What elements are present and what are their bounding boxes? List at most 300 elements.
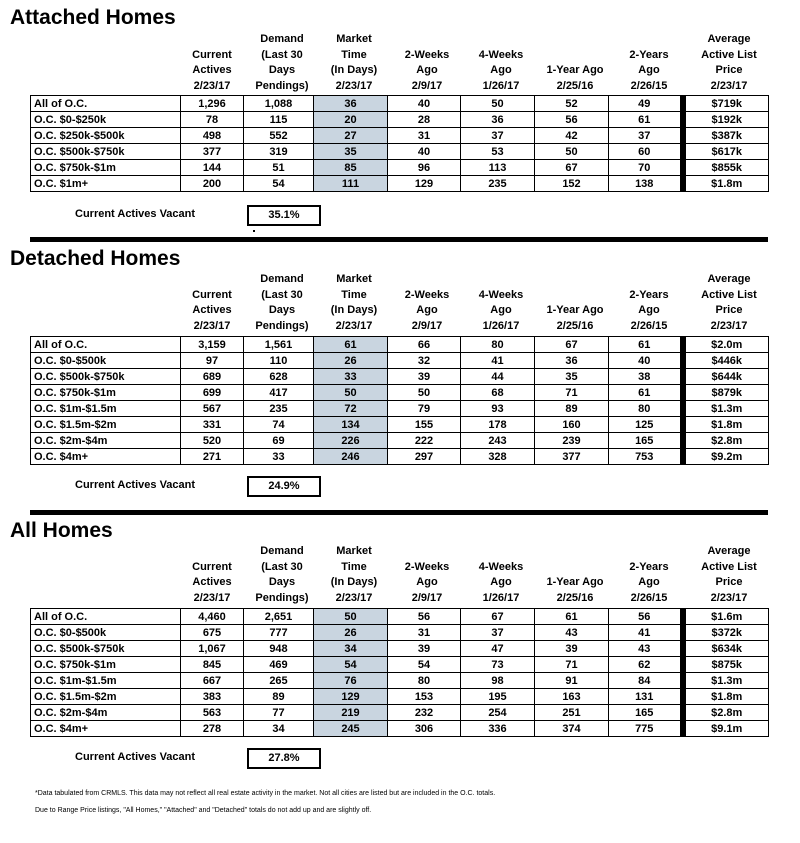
- table-cell: 40: [388, 96, 461, 112]
- header-line: Ago: [638, 304, 660, 316]
- table-cell: 31: [388, 625, 461, 641]
- table-cell: 134: [314, 417, 388, 433]
- table-cell: 80: [461, 337, 535, 353]
- table-cell: $875k: [683, 657, 769, 673]
- header-line: Actives: [192, 304, 232, 316]
- table-cell: 51: [244, 160, 314, 176]
- table-cell: 79: [388, 401, 461, 417]
- header-line: 2/23/17: [335, 319, 373, 332]
- table-cell: 28: [388, 112, 461, 128]
- header-line: Average: [707, 33, 751, 45]
- table-cell: 32: [388, 353, 461, 369]
- row-label: O.C. $500k-$750k: [31, 144, 181, 160]
- table-cell: 243: [461, 433, 535, 449]
- table-cell: 2,651: [244, 609, 314, 625]
- table-cell: 131: [609, 689, 683, 705]
- header-line: 2/9/17: [411, 591, 443, 604]
- table-cell: 43: [535, 625, 609, 641]
- header-line: 2/23/17: [710, 79, 748, 92]
- table-cell: 775: [609, 721, 683, 737]
- table-cell: 1,088: [244, 96, 314, 112]
- table-row: [31, 641, 769, 657]
- header-line: Actives: [192, 64, 232, 76]
- table-cell: $446k: [683, 353, 769, 369]
- table-row: [31, 433, 769, 449]
- table-cell: 38: [609, 369, 683, 385]
- table-cell: 61: [609, 112, 683, 128]
- table-cell: $387k: [683, 128, 769, 144]
- table-cell: 37: [461, 625, 535, 641]
- table-cell: $1.3m: [683, 401, 769, 417]
- header-line: 2/26/15: [630, 319, 668, 332]
- header-line: Price: [715, 64, 743, 76]
- table-row: [31, 144, 769, 160]
- header-line: 2/9/17: [411, 319, 443, 332]
- table-cell: 56: [388, 609, 461, 625]
- table-row: [31, 385, 769, 401]
- header-line: Time: [341, 288, 367, 301]
- header-line: Demand: [260, 545, 304, 557]
- table-cell: 73: [461, 657, 535, 673]
- table-cell: 567: [181, 401, 244, 417]
- table-cell: 67: [535, 337, 609, 353]
- table-cell: 68: [461, 385, 535, 401]
- table-cell: 35: [314, 144, 388, 160]
- header-line: Days: [268, 576, 296, 588]
- table-cell: 36: [314, 96, 388, 112]
- header-line: Time: [341, 48, 367, 61]
- header-line: 2/23/17: [710, 591, 748, 604]
- table-cell: 62: [609, 657, 683, 673]
- table-cell: $1.3m: [683, 673, 769, 689]
- header-line: 1/26/17: [482, 79, 520, 92]
- attached-vacant-label: Current Actives Vacant: [75, 208, 196, 220]
- header-line: 2/23/17: [710, 319, 748, 332]
- table-row: [31, 353, 769, 369]
- row-label: O.C. $4m+: [31, 449, 181, 465]
- all-vacant-label: Current Actives Vacant: [75, 751, 196, 763]
- table-cell: $2.0m: [683, 337, 769, 353]
- table-cell: 129: [388, 176, 461, 192]
- header-line: 2/9/17: [411, 79, 443, 92]
- header-line: 2-Weeks: [404, 560, 450, 573]
- header-line: (In Days): [330, 576, 378, 588]
- header-line: Days: [268, 64, 296, 76]
- header-line: Active List: [701, 48, 757, 61]
- attached-section-title: Attached Homes: [10, 6, 176, 29]
- table-cell: 777: [244, 625, 314, 641]
- header-line: Average: [707, 273, 751, 285]
- table-cell: $644k: [683, 369, 769, 385]
- row-label: O.C. $500k-$750k: [31, 641, 181, 657]
- header-line: (Last 30: [261, 288, 303, 301]
- table-row: [31, 112, 769, 128]
- table-cell: $719k: [683, 96, 769, 112]
- row-label: All of O.C.: [31, 609, 181, 625]
- row-label: All of O.C.: [31, 337, 181, 353]
- table-cell: 297: [388, 449, 461, 465]
- table-cell: 53: [461, 144, 535, 160]
- table-row: [31, 96, 769, 112]
- table-cell: 54: [314, 657, 388, 673]
- table-cell: $879k: [683, 385, 769, 401]
- table-cell: 34: [314, 641, 388, 657]
- table-cell: 699: [181, 385, 244, 401]
- detached-section-title: Detached Homes: [10, 247, 181, 270]
- header-line: 4-Weeks: [478, 560, 524, 573]
- table-cell: 27: [314, 128, 388, 144]
- table-cell: 1,296: [181, 96, 244, 112]
- table-cell: 235: [461, 176, 535, 192]
- row-label: O.C. $0-$500k: [31, 625, 181, 641]
- table-row: [31, 673, 769, 689]
- table-cell: 77: [244, 705, 314, 721]
- header-line: Ago: [638, 64, 660, 76]
- table-cell: 195: [461, 689, 535, 705]
- row-label: O.C. $1.5m-$2m: [31, 417, 181, 433]
- header-line: (In Days): [330, 64, 378, 76]
- table-cell: 552: [244, 128, 314, 144]
- header-line: Current: [192, 288, 232, 301]
- header-line: Ago: [490, 304, 512, 316]
- table-row: [31, 609, 769, 625]
- all-vacant-value: 27.8%: [247, 748, 321, 769]
- table-cell: 20: [314, 112, 388, 128]
- header-line: Actives: [192, 576, 232, 588]
- table-cell: 76: [314, 673, 388, 689]
- table-cell: 56: [609, 609, 683, 625]
- header-line: Ago: [638, 576, 660, 588]
- table-cell: 61: [314, 337, 388, 353]
- table-cell: 138: [609, 176, 683, 192]
- table-cell: 34: [244, 721, 314, 737]
- header-line: 2/25/16: [556, 319, 594, 332]
- header-line: (In Days): [330, 304, 378, 316]
- table-cell: 61: [535, 609, 609, 625]
- table-cell: 26: [314, 625, 388, 641]
- attached-header-average: [679, 32, 779, 94]
- header-line: 2-Years: [629, 288, 669, 301]
- table-cell: $192k: [683, 112, 769, 128]
- header-line: 2-Years: [629, 560, 669, 573]
- table-cell: 84: [609, 673, 683, 689]
- row-label: All of O.C.: [31, 96, 181, 112]
- table-cell: 1,067: [181, 641, 244, 657]
- table-cell: 40: [388, 144, 461, 160]
- header-line: Pendings): [255, 79, 309, 92]
- table-cell: 377: [181, 144, 244, 160]
- header-line: Market: [336, 273, 372, 285]
- header-line: 2/23/17: [193, 79, 231, 92]
- table-cell: 60: [609, 144, 683, 160]
- row-label: O.C. $750k-$1m: [31, 160, 181, 176]
- table-cell: 52: [535, 96, 609, 112]
- table-cell: 306: [388, 721, 461, 737]
- row-label: O.C. $1m-$1.5m: [31, 673, 181, 689]
- header-line: 2/23/17: [193, 591, 231, 604]
- attached-data-table: [30, 95, 769, 192]
- header-line: Ago: [490, 64, 512, 76]
- header-line: 2/25/16: [556, 79, 594, 92]
- table-cell: 125: [609, 417, 683, 433]
- table-row: [31, 657, 769, 673]
- table-cell: 319: [244, 144, 314, 160]
- table-cell: $617k: [683, 144, 769, 160]
- table-cell: 50: [314, 609, 388, 625]
- table-cell: 43: [609, 641, 683, 657]
- table-cell: 845: [181, 657, 244, 673]
- detached-vacant-label: Current Actives Vacant: [75, 479, 196, 491]
- table-cell: 37: [609, 128, 683, 144]
- detached-data-table: [30, 336, 769, 465]
- table-cell: $1.6m: [683, 609, 769, 625]
- table-cell: $2.8m: [683, 433, 769, 449]
- footnote-source: *Data tabulated from CRMLS. This data may not reflect all real estate activity in the market. Not all cities are listed but are included in the O.C. totals.: [35, 790, 496, 797]
- table-cell: 165: [609, 705, 683, 721]
- table-cell: 163: [535, 689, 609, 705]
- header-line: 2/26/15: [630, 591, 668, 604]
- table-cell: 246: [314, 449, 388, 465]
- table-cell: 44: [461, 369, 535, 385]
- table-cell: 54: [388, 657, 461, 673]
- table-cell: 265: [244, 673, 314, 689]
- header-line: Active List: [701, 288, 757, 301]
- row-label: O.C. $2m-$4m: [31, 705, 181, 721]
- table-cell: 72: [314, 401, 388, 417]
- table-cell: 336: [461, 721, 535, 737]
- table-cell: 49: [609, 96, 683, 112]
- header-line: Market: [336, 545, 372, 557]
- all-data-table: [30, 608, 769, 737]
- header-line: (Last 30: [261, 560, 303, 573]
- header-line: Pendings): [255, 319, 309, 332]
- table-cell: 251: [535, 705, 609, 721]
- table-cell: 219: [314, 705, 388, 721]
- table-cell: 50: [535, 144, 609, 160]
- header-line: Market: [336, 33, 372, 45]
- header-line: Days: [268, 304, 296, 316]
- header-line: 2/25/16: [556, 591, 594, 604]
- header-line: Current: [192, 48, 232, 61]
- table-cell: 498: [181, 128, 244, 144]
- header-line: Active List: [701, 560, 757, 573]
- table-cell: 98: [461, 673, 535, 689]
- table-cell: 254: [461, 705, 535, 721]
- row-label: O.C. $0-$500k: [31, 353, 181, 369]
- table-cell: 41: [461, 353, 535, 369]
- table-cell: 948: [244, 641, 314, 657]
- table-cell: 239: [535, 433, 609, 449]
- table-cell: 47: [461, 641, 535, 657]
- table-cell: 1,561: [244, 337, 314, 353]
- table-cell: 160: [535, 417, 609, 433]
- table-cell: 37: [461, 128, 535, 144]
- header-line: 2-Years: [629, 48, 669, 61]
- table-cell: 4,460: [181, 609, 244, 625]
- header-line: 2/26/15: [630, 79, 668, 92]
- header-line: 2-Weeks: [404, 48, 450, 61]
- table-cell: 91: [535, 673, 609, 689]
- table-cell: 26: [314, 353, 388, 369]
- stray-dot: [253, 230, 255, 232]
- table-cell: 667: [181, 673, 244, 689]
- table-cell: 469: [244, 657, 314, 673]
- header-line: Time: [341, 560, 367, 573]
- table-cell: 563: [181, 705, 244, 721]
- header-line: (Last 30: [261, 48, 303, 61]
- row-label: O.C. $2m-$4m: [31, 433, 181, 449]
- table-cell: 383: [181, 689, 244, 705]
- table-cell: 753: [609, 449, 683, 465]
- table-cell: 80: [609, 401, 683, 417]
- row-label: O.C. $250k-$500k: [31, 128, 181, 144]
- table-cell: 50: [388, 385, 461, 401]
- table-cell: 113: [461, 160, 535, 176]
- table-row: [31, 689, 769, 705]
- table-cell: 144: [181, 160, 244, 176]
- attached-vacant-value: 35.1%: [247, 205, 321, 226]
- table-cell: 78: [181, 112, 244, 128]
- header-line: Ago: [490, 576, 512, 588]
- header-line: 4-Weeks: [478, 288, 524, 301]
- row-label: O.C. $4m+: [31, 721, 181, 737]
- table-cell: 56: [535, 112, 609, 128]
- table-cell: 520: [181, 433, 244, 449]
- table-cell: 85: [314, 160, 388, 176]
- table-row: [31, 337, 769, 353]
- table-cell: $1.8m: [683, 417, 769, 433]
- table-row: [31, 449, 769, 465]
- row-label: O.C. $1m-$1.5m: [31, 401, 181, 417]
- table-cell: $1.8m: [683, 176, 769, 192]
- table-cell: $2.8m: [683, 705, 769, 721]
- table-cell: 278: [181, 721, 244, 737]
- table-cell: 222: [388, 433, 461, 449]
- table-cell: 54: [244, 176, 314, 192]
- table-cell: $634k: [683, 641, 769, 657]
- table-cell: 33: [244, 449, 314, 465]
- all-section-title: All Homes: [10, 519, 113, 542]
- table-cell: 40: [609, 353, 683, 369]
- table-row: [31, 625, 769, 641]
- table-cell: 39: [388, 369, 461, 385]
- header-line: 1-Year Ago: [546, 576, 604, 588]
- header-line: 2/23/17: [335, 79, 373, 92]
- table-cell: 39: [535, 641, 609, 657]
- table-cell: 70: [609, 160, 683, 176]
- table-cell: 675: [181, 625, 244, 641]
- table-row: [31, 369, 769, 385]
- header-line: Average: [707, 545, 751, 557]
- header-line: 1/26/17: [482, 591, 520, 604]
- header-line: Pendings): [255, 591, 309, 604]
- row-label: O.C. $1m+: [31, 176, 181, 192]
- table-cell: 50: [461, 96, 535, 112]
- detached-header-average: [679, 272, 779, 334]
- header-line: 2-Weeks: [404, 288, 450, 301]
- header-line: 4-Weeks: [478, 48, 524, 61]
- header-line: 2/23/17: [193, 319, 231, 332]
- row-label: O.C. $0-$250k: [31, 112, 181, 128]
- table-cell: 115: [244, 112, 314, 128]
- table-cell: 50: [314, 385, 388, 401]
- table-row: [31, 705, 769, 721]
- table-cell: 628: [244, 369, 314, 385]
- table-cell: 71: [535, 385, 609, 401]
- table-cell: 36: [535, 353, 609, 369]
- table-cell: 200: [181, 176, 244, 192]
- table-cell: 42: [535, 128, 609, 144]
- row-label: O.C. $1.5m-$2m: [31, 689, 181, 705]
- header-line: 1/26/17: [482, 319, 520, 332]
- table-cell: 74: [244, 417, 314, 433]
- all-header-average: [679, 544, 779, 606]
- detached-vacant-value: 24.9%: [247, 476, 321, 497]
- section-divider: [30, 237, 768, 242]
- section-divider: [30, 510, 768, 515]
- table-cell: 36: [461, 112, 535, 128]
- table-cell: 226: [314, 433, 388, 449]
- header-line: 2/23/17: [335, 591, 373, 604]
- table-row: [31, 160, 769, 176]
- table-cell: 3,159: [181, 337, 244, 353]
- table-cell: 71: [535, 657, 609, 673]
- header-line: Ago: [416, 304, 438, 316]
- table-cell: 33: [314, 369, 388, 385]
- table-row: [31, 417, 769, 433]
- table-cell: 61: [609, 385, 683, 401]
- header-line: Ago: [416, 576, 438, 588]
- table-cell: 39: [388, 641, 461, 657]
- table-cell: 165: [609, 433, 683, 449]
- table-cell: 689: [181, 369, 244, 385]
- table-row: [31, 721, 769, 737]
- table-cell: 110: [244, 353, 314, 369]
- header-line: 1-Year Ago: [546, 304, 604, 316]
- header-line: 1-Year Ago: [546, 64, 604, 76]
- header-line: Price: [715, 576, 743, 588]
- table-cell: 41: [609, 625, 683, 641]
- table-cell: 271: [181, 449, 244, 465]
- row-label: O.C. $750k-$1m: [31, 657, 181, 673]
- table-row: [31, 128, 769, 144]
- table-cell: 66: [388, 337, 461, 353]
- table-cell: 129: [314, 689, 388, 705]
- table-cell: 328: [461, 449, 535, 465]
- table-cell: 153: [388, 689, 461, 705]
- table-cell: 178: [461, 417, 535, 433]
- table-cell: $9.1m: [683, 721, 769, 737]
- table-cell: 89: [244, 689, 314, 705]
- header-line: Demand: [260, 33, 304, 45]
- table-cell: 67: [461, 609, 535, 625]
- table-cell: 235: [244, 401, 314, 417]
- table-cell: 31: [388, 128, 461, 144]
- footnote-range: Due to Range Price listings, "All Homes," "Attached" and "Detached" totals do not add up and are slightly off.: [35, 807, 372, 814]
- header-line: Demand: [260, 273, 304, 285]
- table-cell: 155: [388, 417, 461, 433]
- table-cell: 417: [244, 385, 314, 401]
- table-cell: $1.8m: [683, 689, 769, 705]
- row-label: O.C. $750k-$1m: [31, 385, 181, 401]
- table-cell: 69: [244, 433, 314, 449]
- table-cell: 97: [181, 353, 244, 369]
- table-cell: 377: [535, 449, 609, 465]
- header-line: Price: [715, 304, 743, 316]
- table-cell: 67: [535, 160, 609, 176]
- header-line: Ago: [416, 64, 438, 76]
- table-cell: 61: [609, 337, 683, 353]
